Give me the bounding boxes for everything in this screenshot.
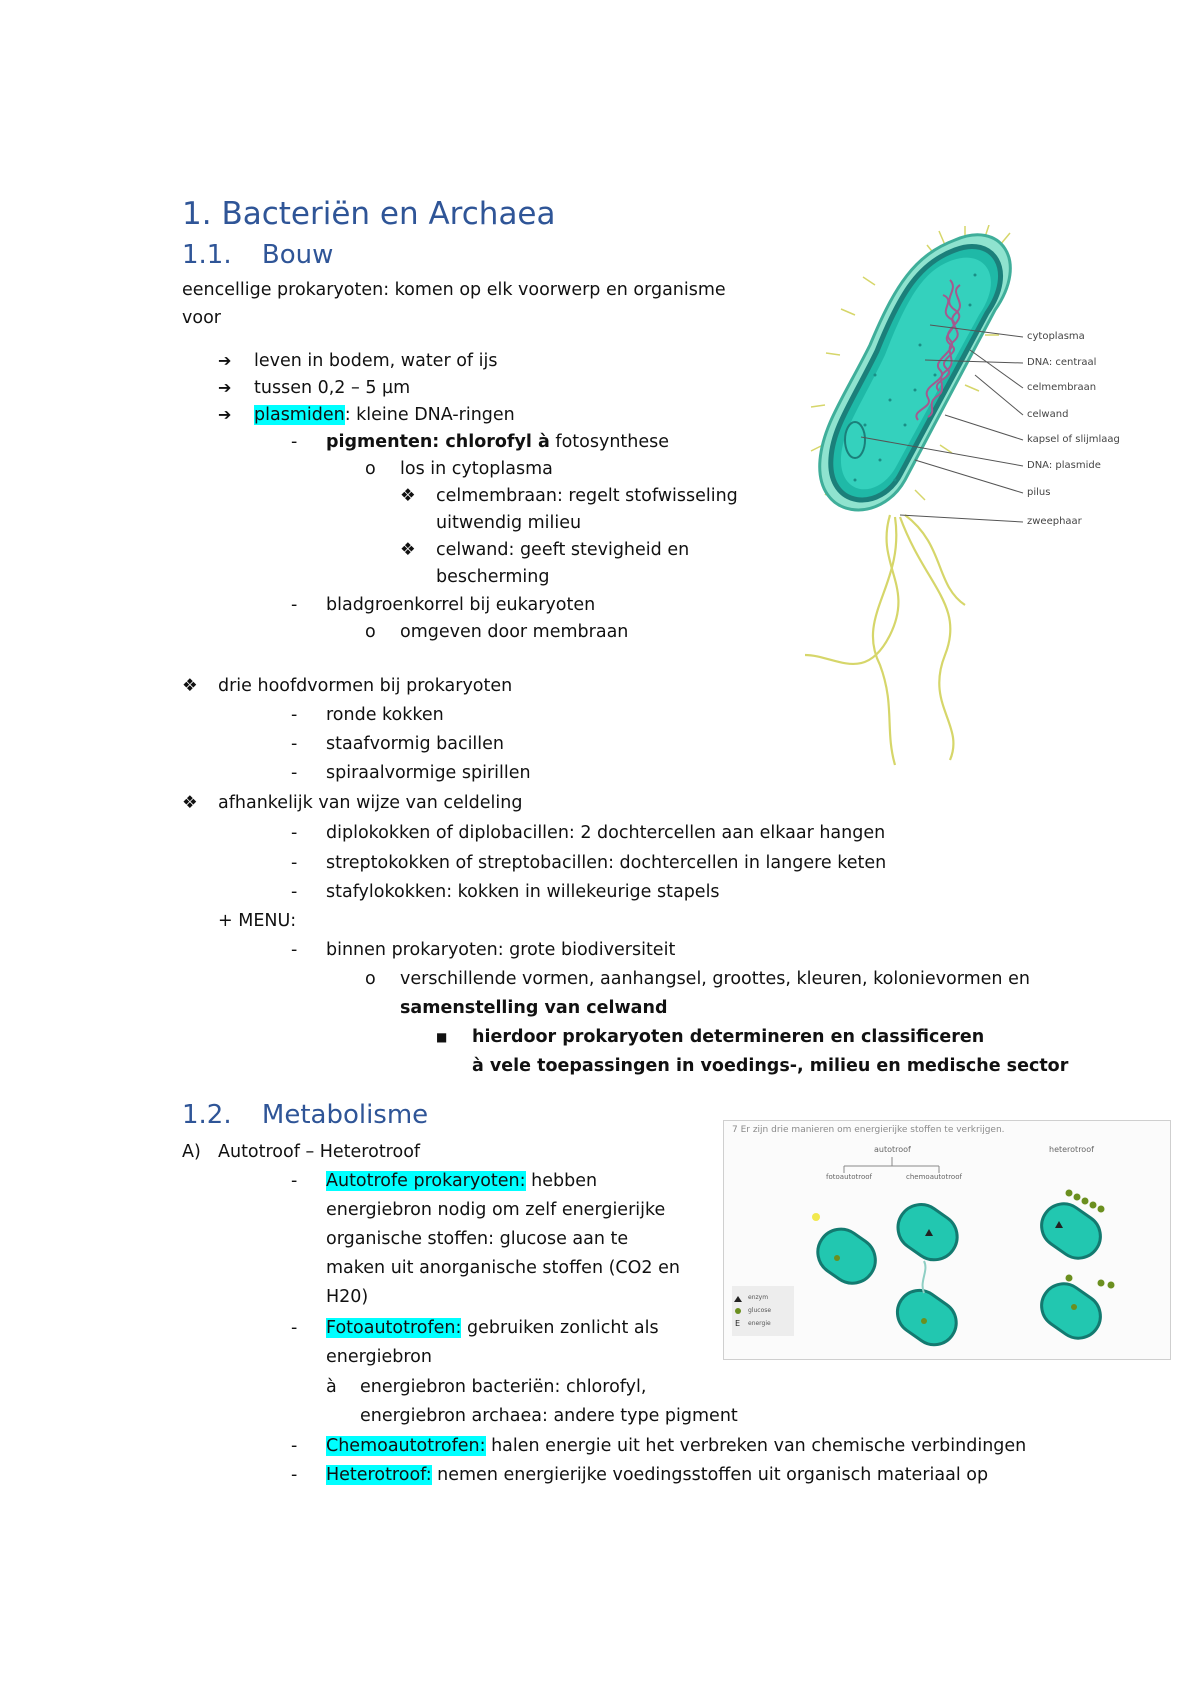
list-item-text: uitwendig milieu <box>436 513 582 533</box>
list-item-text: ronde kokken <box>326 705 444 725</box>
figure-label: autotroof <box>874 1145 911 1154</box>
bacterium-illustration <box>795 225 1100 770</box>
list-item-text: diplokokken of diplobacillen: 2 dochtercellen aan elkaar hangen <box>326 823 886 843</box>
cell-heterotroof-top <box>1033 1195 1109 1267</box>
section-heading-bouw: 1.1. Bouw <box>182 240 334 270</box>
fotoautotrofen-item: Fotoautotrofen: gebruiken zonlicht als <box>326 1318 659 1338</box>
sun-icon <box>812 1213 820 1221</box>
circle-bullet: o <box>365 459 376 479</box>
highlighted-term: plasmiden <box>254 405 345 425</box>
diamond-bullet-icon: ❖ <box>182 676 198 696</box>
bouw-intro-line2: voor <box>182 308 221 328</box>
list-item-text: energiebron nodig om zelf energierijke <box>326 1200 666 1220</box>
highlighted-term: Fotoautotrofen: <box>326 1318 462 1338</box>
figure-label: pilus <box>1027 487 1051 498</box>
metabolism-diagram <box>724 1121 1170 1359</box>
tree-lines <box>844 1157 939 1173</box>
dash-bullet: - <box>291 1171 298 1191</box>
figure-label: celmembraan <box>1027 382 1097 393</box>
figure-label: cytoplasma <box>1027 331 1085 342</box>
dash-bullet: - <box>291 940 298 960</box>
title-text: Bacteriën en Archaea <box>221 196 556 232</box>
list-item-text: maken uit anorganische stoffen (CO2 en <box>326 1258 680 1278</box>
cell-chemoautotroof-bottom <box>889 1282 965 1354</box>
figure-label: chemoautotroof <box>906 1173 962 1181</box>
dash-bullet: - <box>291 432 298 452</box>
pigmenten-item: pigmenten: chlorofyl à fotosynthese <box>326 432 670 452</box>
bouw-intro-line1: eencellige prokaryoten: komen op elk voorwerp en organisme <box>182 280 726 300</box>
glucose-icon <box>735 1308 741 1314</box>
list-item-text: celwand: geeft stevigheid en <box>436 540 690 560</box>
list-item-text: energiebron <box>326 1347 432 1367</box>
list-item-text: stafylokokken: kokken in willekeurige stapels <box>326 882 720 902</box>
autotrofe-item: Autotrofe prokaryoten: hebben <box>326 1171 598 1191</box>
list-item-text: samenstelling van celwand <box>400 998 668 1018</box>
figure-label: fotoautotroof <box>826 1173 873 1181</box>
list-item-text: tussen 0,2 – 5 µm <box>254 378 411 398</box>
list-item-text: energiebron archaea: andere type pigment <box>360 1406 738 1426</box>
list-item-text: streptokokken of streptobacillen: dochtercellen in langere keten <box>326 853 887 873</box>
list-item <box>218 404 231 426</box>
circle-bullet: o <box>365 969 376 989</box>
dash-bullet: - <box>291 1436 298 1456</box>
dash-bullet: - <box>291 734 298 754</box>
dash-bullet: - <box>291 823 298 843</box>
legend-label: enzym <box>748 1294 769 1301</box>
cell-fotoautotroof <box>809 1220 885 1292</box>
dash-bullet: - <box>291 595 298 615</box>
figure-label: kapsel of slijmlaag <box>1027 434 1120 445</box>
list-item-text: leven in bodem, water of ijs <box>254 351 498 371</box>
list-item-text: verschillende vormen, aanhangsel, groottes, kleuren, kolonievormen en <box>400 969 1030 989</box>
figure-label: heterotroof <box>1049 1145 1094 1154</box>
list-item <box>218 350 231 372</box>
figure-label: celwand <box>1027 409 1069 420</box>
diamond-bullet-icon: ❖ <box>400 486 416 506</box>
dash-bullet: - <box>291 853 298 873</box>
arrow-bullet-icon: ➔ <box>218 405 232 424</box>
list-item-text: celmembraan: regelt stofwisseling <box>436 486 738 506</box>
figure-label: DNA: plasmide <box>1027 460 1101 471</box>
metabolism-figure <box>723 1120 1171 1360</box>
figure-caption: 7 Er zijn drie manieren om energierijke stoffen te verkrijgen. <box>732 1125 1005 1135</box>
dash-bullet: - <box>291 705 298 725</box>
list-item-text: bescherming <box>436 567 550 587</box>
highlighted-term: Heterotroof: <box>326 1465 432 1485</box>
list-item-text: staafvormig bacillen <box>326 734 505 754</box>
list-item-text: energiebron bacteriën: chlorofyl, <box>360 1377 647 1397</box>
diamond-bullet-icon: ❖ <box>182 793 198 813</box>
figure-label: DNA: centraal <box>1027 357 1097 368</box>
list-item-text: H20) <box>326 1287 369 1307</box>
list-item-text: drie hoofdvormen bij prokaryoten <box>218 676 513 696</box>
list-item-text: bladgroenkorrel bij eukaryoten <box>326 595 596 615</box>
title-number: 1. <box>182 196 212 232</box>
highlighted-term: Autotrofe prokaryoten: <box>326 1171 526 1191</box>
page-title <box>182 196 556 232</box>
subsection-label: A) <box>182 1142 201 1162</box>
chemoautotrofen-item: Chemoautotrofen: halen energie uit het verbreken van chemische verbindingen <box>326 1436 1027 1456</box>
highlighted-term: Chemoautotrofen: <box>326 1436 486 1456</box>
section-heading-metabolisme: 1.2. Metabolisme <box>182 1100 429 1130</box>
list-item-text: organische stoffen: glucose aan te <box>326 1229 629 1249</box>
square-bullet-icon: ■ <box>436 1030 448 1044</box>
list-item-text: los in cytoplasma <box>400 459 553 479</box>
list-item <box>218 377 231 399</box>
list-item-text: omgeven door membraan <box>400 622 629 642</box>
subsection-title: Autotroof – Heterotroof <box>218 1142 421 1162</box>
list-item-text: afhankelijk van wijze van celdeling <box>218 793 523 813</box>
flagella <box>805 515 965 765</box>
menu-label: + MENU: <box>218 911 297 931</box>
arrow-bullet-icon: ➔ <box>218 378 232 397</box>
diamond-bullet-icon: ❖ <box>400 540 416 560</box>
list-item-text: spiraalvormige spirillen <box>326 763 531 783</box>
circle-bullet: o <box>365 622 376 642</box>
heterotroof-item: Heterotroof: nemen energierijke voedingsstoffen uit organisch materiaal op <box>326 1465 989 1485</box>
connector-line <box>923 1261 926 1293</box>
dash-bullet: - <box>291 763 298 783</box>
cell-heterotroof-bottom <box>1033 1275 1109 1347</box>
dash-bullet: - <box>291 882 298 902</box>
dash-bullet: - <box>291 1465 298 1485</box>
plasmiden-item: plasmiden: kleine DNA-ringen <box>254 405 515 425</box>
energy-icon: E <box>735 1319 741 1328</box>
legend-label: glucose <box>748 1307 772 1314</box>
figure-label: zweephaar <box>1027 516 1082 527</box>
list-item-text: binnen prokaryoten: grote biodiversiteit <box>326 940 676 960</box>
arrow-bullet-icon: ➔ <box>218 351 232 370</box>
list-item-text: à vele toepassingen in voedings-, milieu en medische sector <box>472 1056 1069 1076</box>
dash-bullet: - <box>291 1318 298 1338</box>
list-item-text: hierdoor prokaryoten determineren en classificeren <box>472 1027 985 1047</box>
legend-label: energie <box>748 1320 771 1327</box>
arrow-glyph: à <box>326 1377 337 1397</box>
